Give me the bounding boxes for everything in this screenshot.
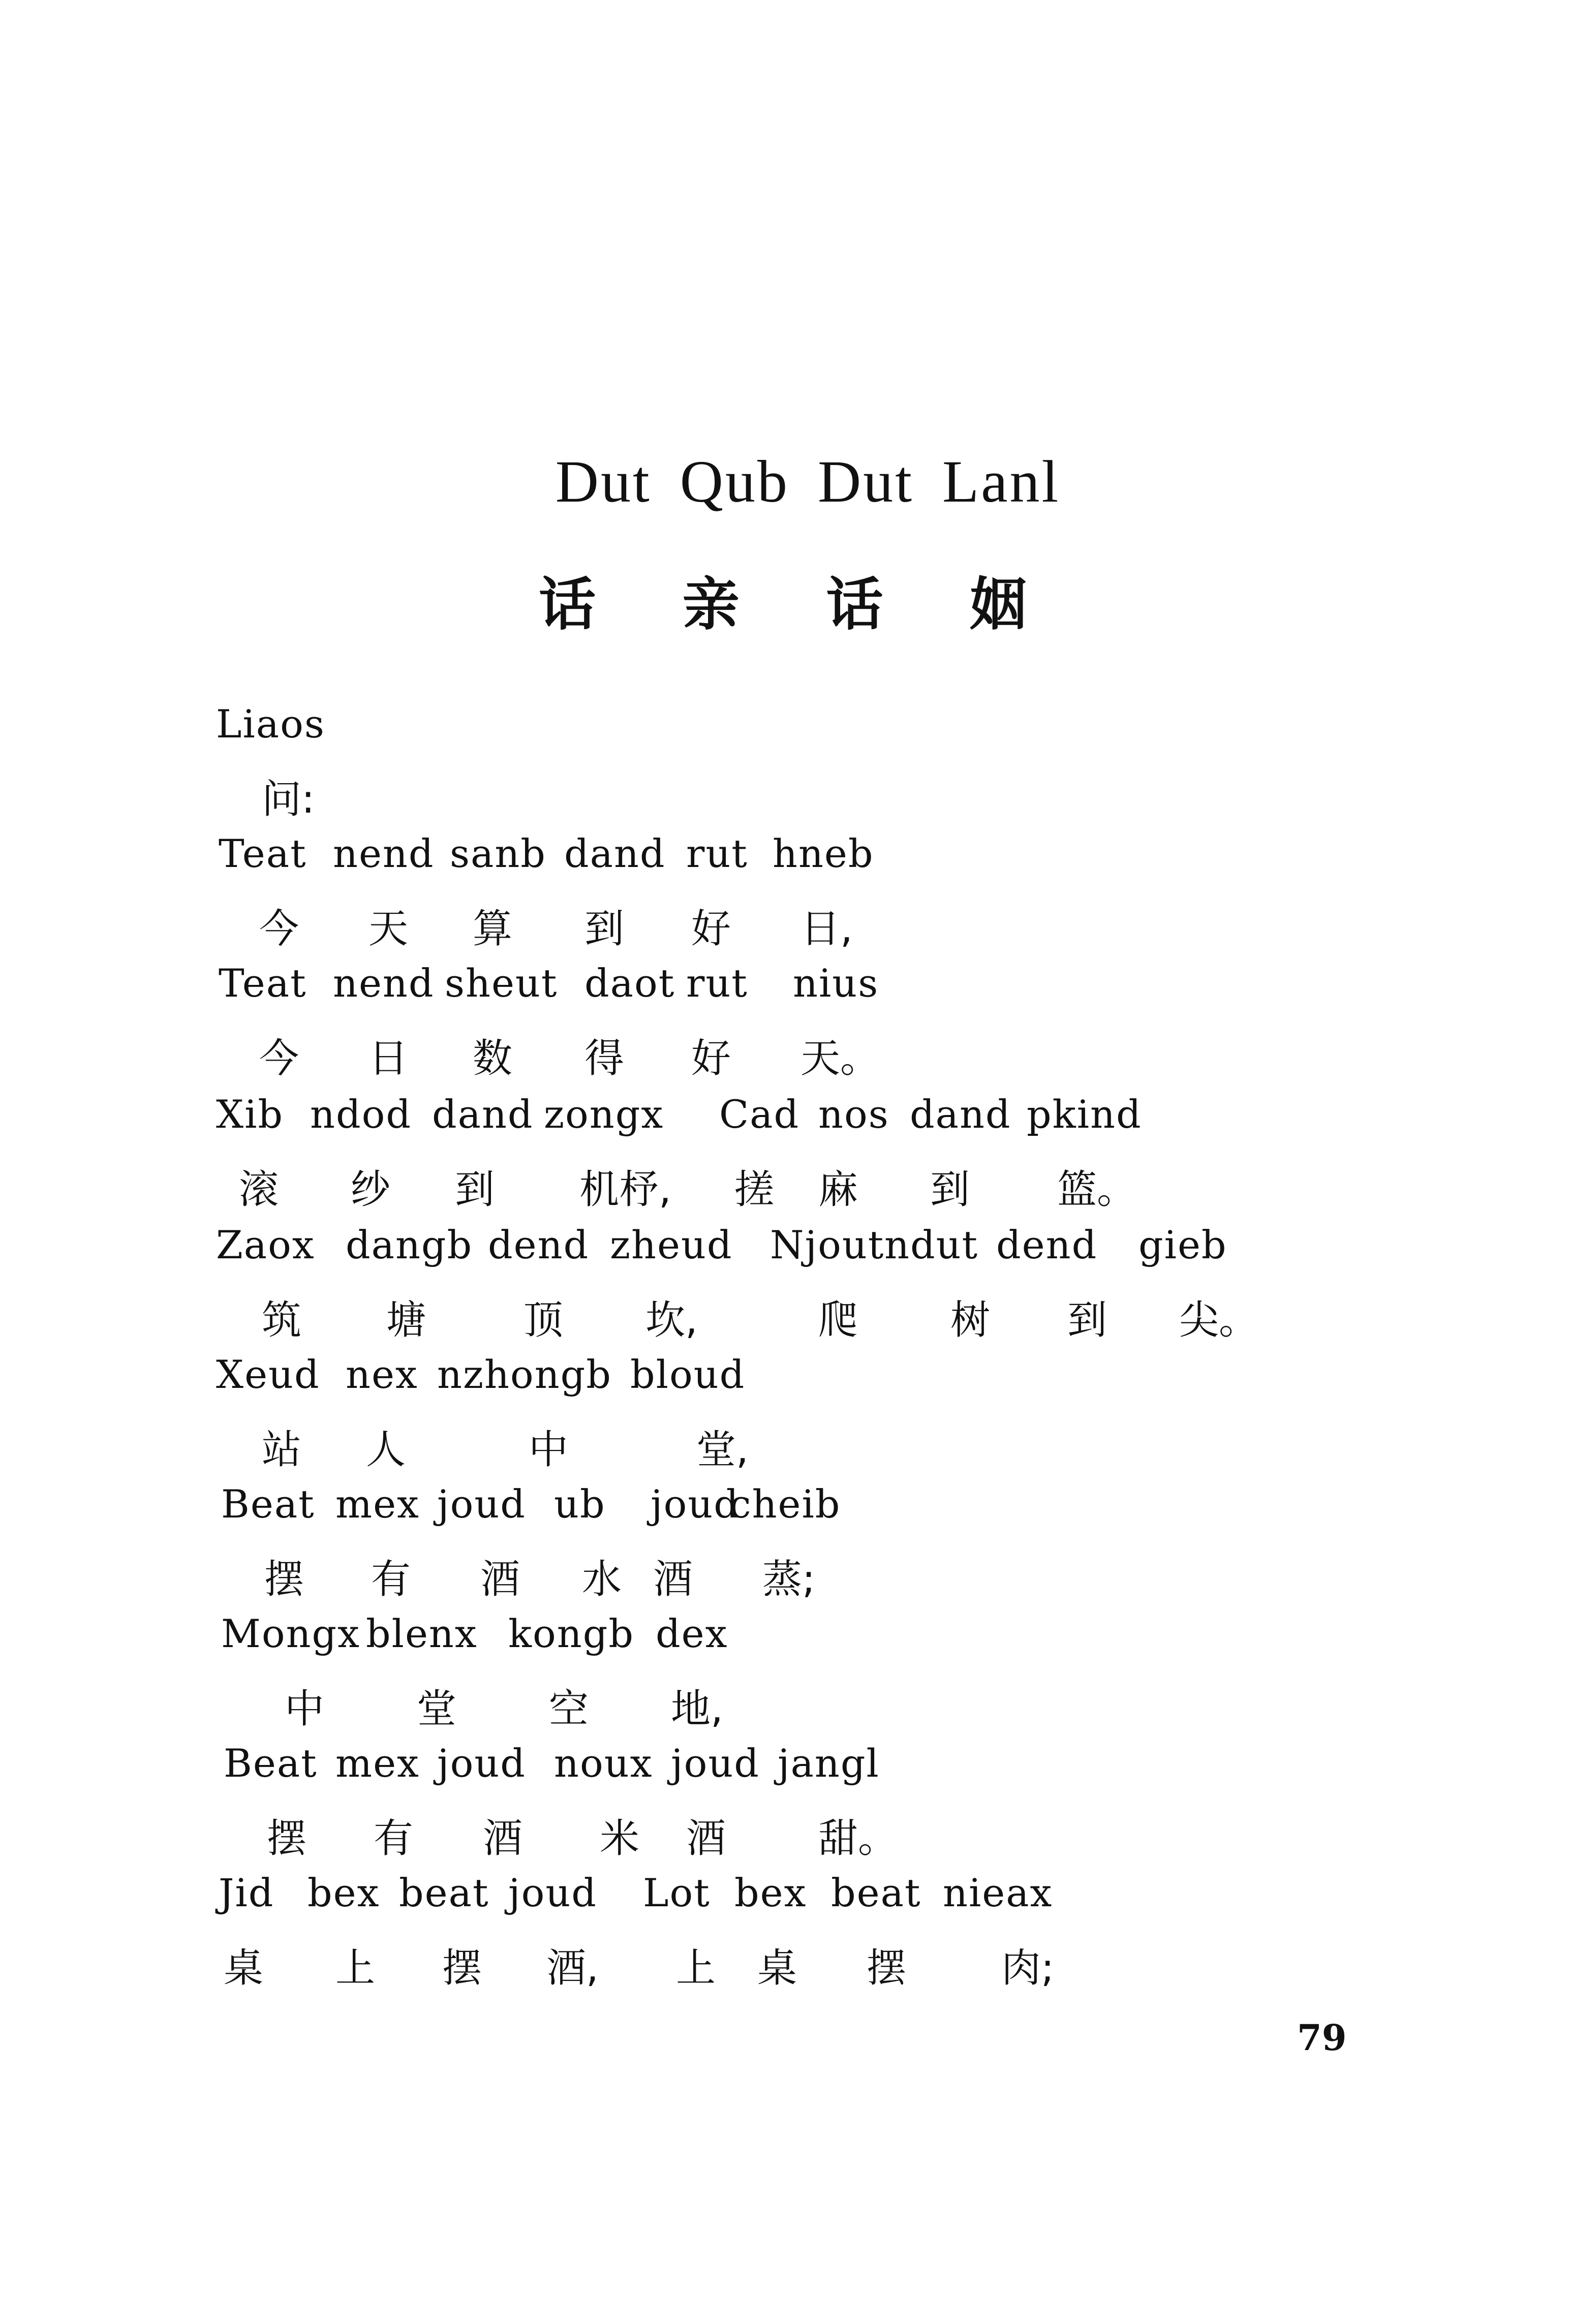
verse-line-chinese: [0, 1547, 1570, 1608]
chinese-gloss: 数: [473, 1036, 513, 1081]
chinese-gloss: 米: [600, 1816, 640, 1862]
title-chinese: [539, 559, 1027, 641]
chinese-gloss: 水: [582, 1557, 622, 1602]
chinese-gloss: 上: [335, 1945, 376, 1991]
miao-word: nos: [818, 1092, 889, 1137]
chinese-gloss: 有: [371, 1557, 411, 1602]
miao-word: sanb: [450, 831, 546, 876]
miao-word: ndut: [884, 1222, 979, 1267]
chinese-gloss: 酒: [483, 1816, 523, 1862]
miao-word: Beat: [224, 1741, 318, 1786]
miao-word: mex: [335, 1741, 420, 1786]
miao-word: gieb: [1138, 1222, 1227, 1267]
miao-word: joud: [437, 1481, 526, 1527]
miao-word: cheib: [729, 1481, 841, 1527]
verse-line-miao: [0, 701, 1570, 762]
chinese-gloss: 好: [691, 1036, 731, 1081]
miao-word: ub: [554, 1481, 606, 1527]
miao-word: ndod: [310, 1092, 412, 1137]
miao-word: hneb: [773, 831, 874, 876]
verse-line-chinese: [0, 1158, 1570, 1219]
verse-line-chinese: [0, 767, 1570, 828]
miao-word: joud: [437, 1741, 526, 1786]
miao-word: kongb: [508, 1611, 635, 1656]
miao-word: dand: [910, 1092, 1011, 1137]
chinese-gloss: 上: [676, 1945, 716, 1991]
chinese-gloss: 塘: [386, 1297, 426, 1343]
chinese-gloss: 得: [584, 1036, 625, 1081]
miao-word: jangl: [778, 1741, 880, 1786]
miao-word: nzhongb: [437, 1352, 612, 1397]
chinese-gloss: 树: [950, 1297, 991, 1343]
miao-word: pkind: [1027, 1092, 1142, 1137]
miao-word: Lot: [643, 1870, 711, 1915]
miao-word: dex: [656, 1611, 728, 1656]
verse-line-chinese: [0, 1288, 1570, 1349]
chinese-gloss: 到: [1067, 1297, 1107, 1343]
miao-word: zongx: [544, 1092, 664, 1137]
chinese-gloss: 算: [473, 906, 513, 952]
chinese-gloss: 摆: [867, 1945, 907, 1991]
chinese-gloss: 尖。: [1179, 1297, 1259, 1343]
verse-line-miao: [0, 1481, 1570, 1542]
chinese-gloss: 堂: [417, 1686, 457, 1732]
miao-word: daot: [584, 960, 675, 1006]
chinese-gloss: 中: [285, 1686, 325, 1732]
miao-word: Xib: [216, 1092, 284, 1137]
miao-word: nex: [346, 1352, 418, 1397]
chinese-gloss: 筑: [262, 1297, 302, 1343]
miao-word: rut: [686, 831, 748, 876]
verse-line-miao: [0, 960, 1570, 1021]
miao-word: bloud: [630, 1352, 746, 1397]
chinese-gloss: 搓: [734, 1167, 775, 1213]
title-char: 话: [539, 572, 596, 638]
chinese-gloss: 桌: [757, 1945, 797, 1991]
verse-line-chinese: [0, 1677, 1570, 1738]
chinese-gloss: 堂,: [696, 1427, 749, 1473]
miao-word: Xeud: [216, 1352, 320, 1397]
verse-line-chinese: [0, 1807, 1570, 1868]
chinese-gloss: 酒: [686, 1816, 726, 1862]
title-latin: [0, 447, 1570, 516]
miao-word: noux: [554, 1741, 653, 1786]
verse-line-miao: [0, 1611, 1570, 1672]
chinese-gloss: 到: [455, 1167, 495, 1213]
miao-word: dend: [488, 1222, 590, 1267]
chinese-gloss: 问:: [262, 777, 315, 822]
chinese-gloss: 肉;: [1001, 1945, 1055, 1991]
title-word: Lanl: [942, 448, 1061, 515]
chinese-gloss: 滚: [239, 1167, 279, 1213]
miao-word: Mongx: [221, 1611, 361, 1656]
miao-word: zheud: [610, 1222, 733, 1267]
miao-word: Jid: [219, 1870, 274, 1915]
miao-word: nend: [333, 831, 435, 876]
miao-word: nius: [793, 960, 879, 1006]
page-number: 79: [1297, 2017, 1347, 2059]
verse-line-chinese: [0, 897, 1570, 958]
miao-word: joud: [651, 1481, 740, 1527]
chinese-gloss: 酒: [653, 1557, 693, 1602]
chinese-gloss: 甜。: [818, 1816, 898, 1862]
chinese-gloss: 爬: [818, 1297, 858, 1343]
chinese-gloss: 蒸;: [762, 1557, 816, 1602]
verse-line-miao: [0, 831, 1570, 892]
title-char: 姻: [969, 572, 1027, 638]
chinese-gloss: 日,: [801, 906, 853, 952]
verse-line-miao: [0, 1870, 1570, 1931]
title-char: 亲: [682, 572, 740, 638]
chinese-gloss: 摆: [264, 1557, 304, 1602]
miao-word: blenx: [366, 1611, 478, 1656]
chinese-gloss: 今: [259, 1036, 299, 1081]
miao-word: nend: [333, 960, 435, 1006]
miao-word: sheut: [445, 960, 558, 1006]
chinese-gloss: 站: [262, 1427, 302, 1473]
chinese-gloss: 有: [374, 1816, 414, 1862]
title-word: Qub: [680, 448, 789, 515]
miao-word: dend: [996, 1222, 1098, 1267]
chinese-gloss: 到: [584, 906, 625, 952]
miao-word: beat: [831, 1870, 921, 1915]
chinese-gloss: 麻: [818, 1167, 858, 1213]
miao-word: joud: [508, 1870, 597, 1915]
miao-word: mex: [335, 1481, 420, 1527]
miao-word: bex: [307, 1870, 380, 1915]
verse-line-miao: [0, 1222, 1570, 1283]
chinese-gloss: 坎,: [645, 1297, 698, 1343]
miao-word: Liaos: [216, 701, 325, 747]
miao-word: Njout: [770, 1222, 885, 1267]
chinese-gloss: 摆: [267, 1816, 307, 1862]
miao-word: Beat: [221, 1481, 315, 1527]
chinese-gloss: 机杼,: [579, 1167, 671, 1213]
chinese-gloss: 今: [259, 906, 299, 952]
miao-word: rut: [686, 960, 748, 1006]
chinese-gloss: 摆: [442, 1945, 482, 1991]
title-char: 话: [826, 572, 883, 638]
verse-line-miao: [0, 1352, 1570, 1413]
chinese-gloss: 顶: [524, 1297, 564, 1343]
chinese-gloss: 酒,: [546, 1945, 599, 1991]
chinese-gloss: 天: [368, 906, 409, 952]
chinese-gloss: 纱: [351, 1167, 391, 1213]
miao-word: dand: [432, 1092, 534, 1137]
title-word: Dut: [555, 448, 652, 515]
miao-word: Zaox: [216, 1222, 315, 1267]
miao-word: beat: [399, 1870, 489, 1915]
miao-word: bex: [734, 1870, 807, 1915]
verse-line-chinese: [0, 1418, 1570, 1479]
miao-word: Teat: [219, 960, 307, 1006]
miao-word: nieax: [943, 1870, 1053, 1915]
miao-word: joud: [671, 1741, 760, 1786]
chinese-gloss: 人: [366, 1427, 406, 1473]
verse-line-chinese: [0, 1936, 1570, 1997]
miao-word: Teat: [219, 831, 307, 876]
chinese-gloss: 篮。: [1057, 1167, 1137, 1213]
title-word: Dut: [817, 448, 914, 515]
chinese-gloss: 酒: [480, 1557, 520, 1602]
verse-line-miao: [0, 1092, 1570, 1153]
miao-word: dangb: [346, 1222, 473, 1267]
chinese-gloss: 好: [691, 906, 731, 952]
miao-word: Cad: [719, 1092, 800, 1137]
verse-line-chinese: [0, 1027, 1570, 1088]
chinese-gloss: 天。: [801, 1036, 880, 1081]
chinese-gloss: 到: [930, 1167, 970, 1213]
chinese-gloss: 日: [368, 1036, 409, 1081]
chinese-gloss: 地,: [671, 1686, 723, 1732]
chinese-gloss: 桌: [224, 1945, 264, 1991]
verse-line-miao: [0, 1741, 1570, 1802]
chinese-gloss: 中: [529, 1427, 569, 1473]
chinese-gloss: 空: [549, 1686, 589, 1732]
miao-word: dand: [564, 831, 666, 876]
